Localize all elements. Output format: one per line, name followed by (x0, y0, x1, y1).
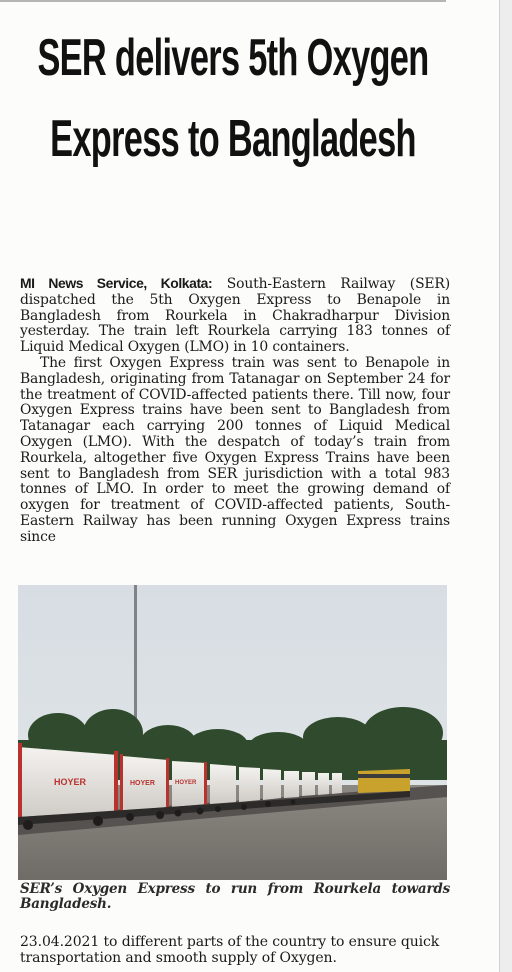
tanker-brand-3: HOYER (175, 780, 197, 786)
article-body (20, 276, 450, 546)
top-rule (0, 0, 446, 2)
tanker-brand-1: HOYER (54, 777, 87, 787)
paragraph-2: The first Oxygen Express train was sent to Benapole in Bangladesh, originating from Tatanagar on September 24 for the treatment of COVID-affected patients there. Till now, four Oxygen Express trains have been sent to Bangladesh from Tatanagar each carrying 200 tonnes of Liquid Medical Oxygen (LMO). With the despatch of today’s train from Rourkela, altogether five Oxygen Express Trains have been sent to Bangladesh from SER jurisdiction with a total 983 tonnes of LMO. In order to meet the growing demand of oxygen for treatment of COVID-affected patients, South-Eastern Railway has been running Oxygen Express trains since (20, 354, 450, 545)
locomotive (358, 769, 410, 793)
photo-caption: SER’s Oxygen Express to run from Rourkela towards Bangladesh. (20, 881, 450, 912)
headline: SER delivers 5th Oxygen Express to Bangladesh (37, 29, 429, 168)
lead-text: South-Eastern Railway (SER) dispatched the 5th Oxygen Express to Benapole in Bangladesh from Rourkela in Chakradharpur Division yesterday. The train left Rourkela carrying 183 tonnes of Liquid Medical Oxygen (LMO) in 10 containers. (20, 276, 450, 356)
lead-paragraph (20, 276, 450, 356)
page-margin (500, 0, 512, 972)
train-photo (18, 585, 447, 880)
closing-paragraph: 23.04.2021 to different parts of the country to ensure quick transportation and smooth supply of Oxygen. (20, 934, 440, 966)
tanker-brand-2: HOYER (130, 780, 155, 787)
dateline: MI News Service, Kolkata: (20, 275, 213, 291)
